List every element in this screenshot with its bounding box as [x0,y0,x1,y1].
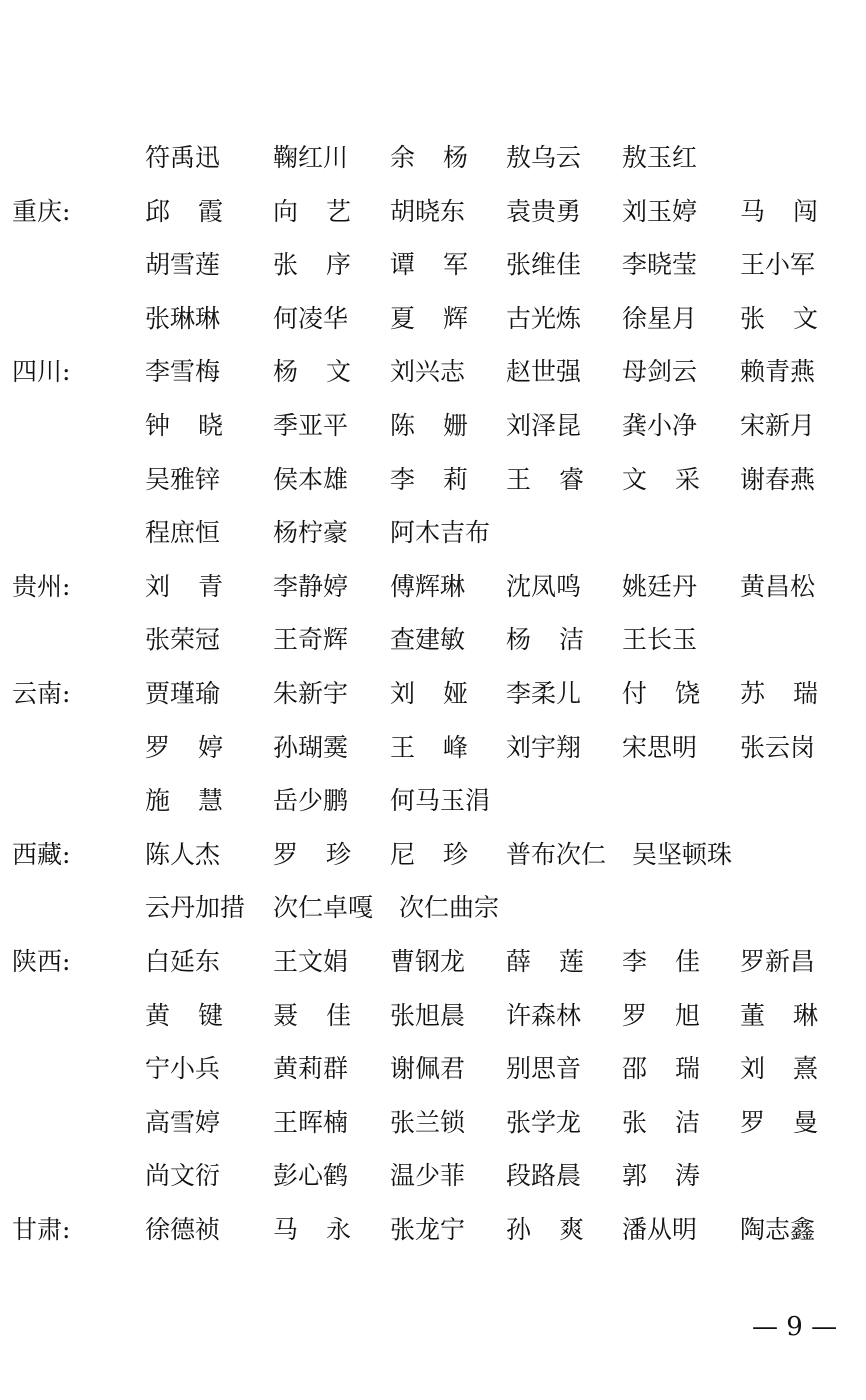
name-row [0,399,866,453]
person-name: 罗旭 [622,1000,700,1030]
name-row [0,1042,866,1096]
person-name: 孙爽 [506,1215,584,1244]
person-name: 鞠红川 [273,143,349,172]
person-name: 何马玉涓 [390,786,491,816]
person-name: 古光炼 [506,303,582,333]
person-name: 郭涛 [622,1161,700,1191]
name-row [0,1096,866,1150]
person-name: 黄键 [145,1000,223,1030]
person-name: 马闯 [740,196,818,226]
person-name: 刘泽昆 [506,411,582,440]
person-name: 陶志鑫 [740,1215,816,1244]
person-name: 沈凤鸣 [506,571,582,601]
person-name: 苏瑞 [740,679,818,708]
person-name: 孙瑚霙 [273,732,349,762]
person-name: 张维佳 [506,250,582,280]
person-name: 潘从明 [622,1215,698,1244]
name-row [0,238,866,292]
person-name: 施慧 [145,786,223,816]
name-row [0,292,866,346]
region-label: 贵州: [12,571,71,601]
name-row [0,345,866,399]
person-name: 李雪梅 [145,357,221,387]
person-name: 程庶恒 [145,518,221,548]
person-name: 邱霞 [145,196,223,226]
person-name: 徐星月 [622,303,698,333]
person-name: 余杨 [390,143,468,172]
person-name: 王小军 [740,250,816,280]
name-row [0,774,866,828]
person-name: 段路晨 [506,1161,582,1191]
person-name: 彭心鹤 [273,1161,349,1191]
region-label: 陕西: [12,947,71,976]
person-name: 谭军 [390,250,468,280]
person-name: 岳少鹏 [273,786,349,816]
person-name: 尼珍 [390,839,468,869]
person-name: 王奇辉 [273,625,349,655]
person-name: 徐德祯 [145,1215,221,1244]
name-row [0,506,866,560]
name-row [0,1149,866,1203]
person-name: 薛莲 [506,947,584,976]
person-name: 何凌华 [273,303,349,333]
person-name: 吴坚顿珠 [632,839,733,869]
person-name: 李静婷 [273,571,349,601]
person-name: 赵世强 [506,357,582,387]
name-row [0,613,866,667]
person-name: 张旭晨 [390,1000,466,1030]
region-label: 重庆: [12,196,71,226]
person-name: 宁小兵 [145,1054,221,1084]
region-label: 云南: [12,679,71,708]
person-name: 王晖楠 [273,1107,349,1137]
person-name: 侯本雄 [273,464,349,494]
person-name: 李佳 [622,947,700,976]
name-row [0,131,866,185]
person-name: 吴雅锌 [145,464,221,494]
person-name: 胡晓东 [390,196,466,226]
person-name: 刘青 [145,571,223,601]
person-name: 张洁 [622,1107,700,1137]
person-name: 邵瑞 [622,1054,700,1084]
person-name: 王睿 [506,464,584,494]
person-name: 姚廷丹 [622,571,698,601]
person-name: 王峰 [390,732,468,762]
person-name: 罗曼 [740,1107,818,1137]
person-name: 胡雪莲 [145,250,221,280]
person-name: 刘兴志 [390,357,466,387]
person-name: 董琳 [740,1000,818,1030]
person-name: 陈姗 [390,411,468,440]
person-name: 杨柠豪 [273,518,349,548]
person-name: 李莉 [390,464,468,494]
person-name: 张文 [740,303,818,333]
person-name: 向艺 [273,196,351,226]
region-label: 西藏: [12,839,71,869]
name-row [0,721,866,775]
person-name: 罗婷 [145,732,223,762]
person-name: 付饶 [622,679,700,708]
person-name: 朱新宇 [273,679,349,708]
person-name: 杨文 [273,357,351,387]
person-name: 敖玉红 [622,143,698,172]
person-name: 母剑云 [622,357,698,387]
name-row [0,935,866,989]
person-name: 符禹迅 [145,143,221,172]
name-row [0,185,866,239]
region-label: 四川: [12,357,71,387]
person-name: 张云岗 [740,732,816,762]
person-name: 谢佩君 [390,1054,466,1084]
person-name: 刘宇翔 [506,732,582,762]
person-name: 白延东 [145,947,221,976]
person-name: 龚小净 [622,411,698,440]
person-name: 高雪婷 [145,1107,221,1137]
person-name: 夏辉 [390,303,468,333]
page-number: — 9 — [752,1312,838,1342]
person-name: 查建敏 [390,625,466,655]
person-name: 普布次仁 [506,839,607,869]
name-row [0,453,866,507]
person-name: 钟晓 [145,411,223,440]
person-name: 罗珍 [273,839,351,869]
person-name: 季亚平 [273,411,349,440]
person-name: 刘熹 [740,1054,818,1084]
person-name: 张龙宁 [390,1215,466,1244]
person-name: 次仁曲宗 [399,893,500,923]
person-name: 云丹加措 [145,893,246,923]
name-row [0,1203,866,1257]
person-name: 杨洁 [506,625,584,655]
person-name: 罗新昌 [740,947,816,976]
person-name: 王文娟 [273,947,349,976]
person-name: 尚文衍 [145,1161,221,1191]
name-row [0,667,866,721]
person-name: 张学龙 [506,1107,582,1137]
person-name: 张荣冠 [145,625,221,655]
person-name: 次仁卓嘎 [273,893,374,923]
person-name: 王长玉 [622,625,698,655]
person-name: 刘娅 [390,679,468,708]
person-name: 袁贵勇 [506,196,582,226]
person-name: 许森林 [506,1000,582,1030]
name-row [0,560,866,614]
person-name: 张琳琳 [145,303,221,333]
person-name: 陈人杰 [145,839,221,869]
person-name: 贾瑾瑜 [145,679,221,708]
person-name: 温少菲 [390,1161,466,1191]
person-name: 李晓莹 [622,250,698,280]
person-name: 宋思明 [622,732,698,762]
name-row [0,881,866,935]
person-name: 马永 [273,1215,351,1244]
person-name: 谢春燕 [740,464,816,494]
person-name: 李柔儿 [506,679,582,708]
person-name: 张兰锁 [390,1107,466,1137]
person-name: 文采 [622,464,700,494]
person-name: 曹钢龙 [390,947,466,976]
person-name: 宋新月 [740,411,816,440]
person-name: 别思音 [506,1054,582,1084]
name-row [0,828,866,882]
person-name: 阿木吉布 [390,518,491,548]
person-name: 聂佳 [273,1000,351,1030]
name-row [0,989,866,1043]
person-name: 敖乌云 [506,143,582,172]
person-name: 赖青燕 [740,357,816,387]
person-name: 黄莉群 [273,1054,349,1084]
person-name: 傅辉琳 [390,571,466,601]
person-name: 刘玉婷 [622,196,698,226]
person-name: 张序 [273,250,351,280]
region-label: 甘肃: [12,1215,71,1244]
person-name: 黄昌松 [740,571,816,601]
